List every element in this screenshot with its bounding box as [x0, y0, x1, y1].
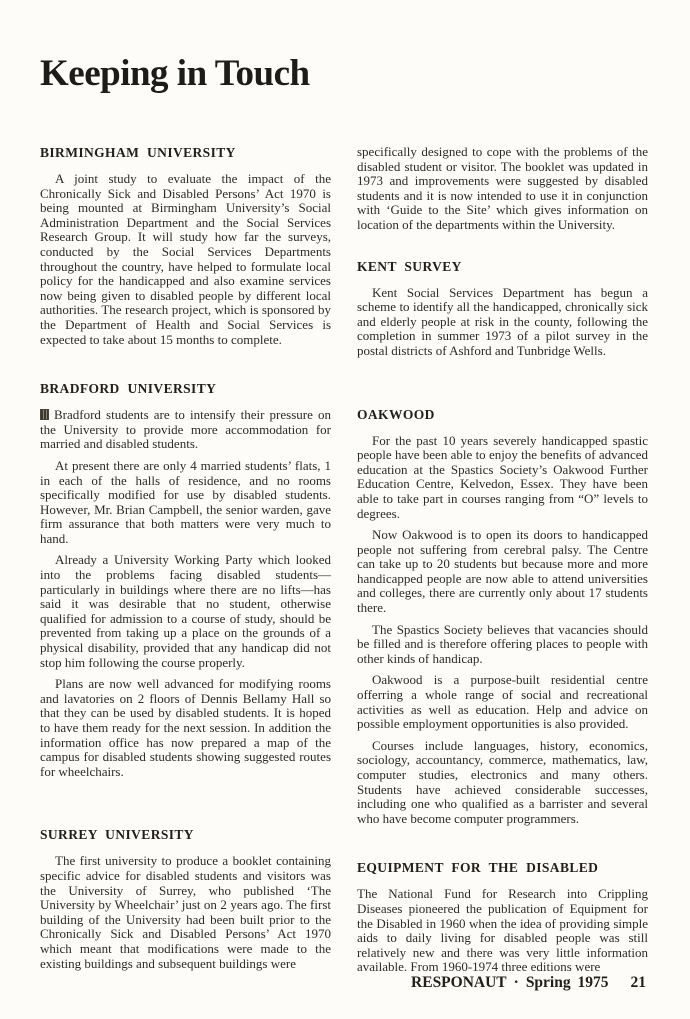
section-equipment-for-the-disabled	[357, 860, 648, 975]
right-column	[357, 145, 648, 982]
footer-separator: ·	[513, 974, 519, 991]
two-column-layout	[40, 145, 648, 982]
section-birmingham-university	[40, 145, 331, 347]
page-footer	[411, 974, 646, 992]
section-surrey-university	[40, 827, 331, 971]
body-paragraph: At present there are only 4 married students’ flats, 1 in each of the halls of residence, and no rooms specifically modified for use by disabled students. However, Mr. Brian Campbell, the senior warden, gave firm assurance that both matters were very much to hand.	[40, 457, 331, 546]
body-paragraph: Kent Social Services Department has begun a scheme to identify all the handicapped, chronically sick and elderly people at risk in the county, following the completion in summer 1973 of a pilot survey in the postal districts of Ashford and Tunbridge Wells.	[357, 284, 648, 358]
paragraph-mark-icon	[40, 409, 49, 420]
section-surrey-continuation	[357, 145, 648, 233]
section-heading: OAKWOOD	[357, 406, 435, 422]
section-heading: SURREY UNIVERSITY	[40, 827, 194, 843]
paragraph-text: Bradford students are to intensify their pressure on the University to provide more accommodation for married and disabled students.	[40, 407, 331, 452]
body-paragraph: The first university to produce a booklet containing specific advice for disabled students and visitors was the University of Surrey, who published ‘The University by Wheelchair’ just on 2 years ago. The first building of the University had been built prior to the Chronically Sick and Disabled Persons’ Act 1970 which meant that modifications were made to the existing buildings and subsequent buildings were	[40, 853, 331, 971]
body-paragraph: Now Oakwood is to open its doors to handicapped people not suffering from cerebral palsy. The Centre can take up to 20 students but because more and more handicapped people are now able to attend universities and colleges, there are currently only about 17 students there.	[357, 527, 648, 616]
body-paragraph: Already a University Working Party which looked into the problems facing disabled students—particularly in buildings where there are no lifts—has said it was desirable that no student, otherwise qualified for admission to a course of study, should be prevented from taking up a place on the grounds of a physical disability, provided that any handicap did not stop him following the course properly.	[40, 552, 331, 670]
body-paragraph: Oakwood is a purpose-built residential centre offerring a whole range of social and recreational activities as well as education. Help and advice on possible employment opportunities is also provided.	[357, 672, 648, 732]
section-heading: BRADFORD UNIVERSITY	[40, 381, 217, 397]
body-paragraph	[40, 408, 331, 452]
body-paragraph: A joint study to evaluate the impact of the Chronically Sick and Disabled Persons’ Act 1970 is being mounted at Birmingham University’s Social Administration Department and the Social Services Research Group. It will study how far the surveys, conducted by the Social Services Departments throughout the country, have helped to formulate local policy for the handicapped and also examine services now being given to disabled people by different local authorities. The research project, which is sponsored by the Department of Health and Social Services is expected to take about 15 months to complete.	[40, 171, 331, 347]
body-paragraph: For the past 10 years severely handicapped spastic people have been able to enjoy the benefits of advanced education at the Spastics Society’s Oakwood Further Education Centre, Kelvedon, Essex. They have been able to take part in courses ranging from “O” levels to degrees.	[357, 432, 648, 521]
issue-label: Spring 1975	[525, 974, 609, 991]
body-paragraph: Plans are now well advanced for modifying rooms and lavatories on 2 floors of Dennis Bellamy Hall so that they can be used by disabled students. It is hoped to have them ready for the next session. In addition the information office has now prepared a map of the campus for disabled students showing suggested routes for wheelchairs.	[40, 676, 331, 779]
page-number: 21	[630, 974, 646, 991]
section-heading: BIRMINGHAM UNIVERSITY	[40, 145, 236, 160]
left-column	[40, 145, 331, 982]
section-oakwood	[357, 407, 648, 827]
section-kent-survey	[357, 259, 648, 359]
body-paragraph: The National Fund for Research into Crippling Diseases pioneered the publication of Equipment for the Disabled in 1960 when the idea of providing simple aids to daily living for disabled people was still relatively new and there was very little information available. From 1960-1974 three editions were	[357, 886, 648, 975]
page-title: Keeping in Touch	[40, 53, 310, 94]
section-heading: KENT SURVEY	[357, 258, 462, 274]
body-paragraph: Courses include languages, history, economics, sociology, accountancy, commerce, mathematics, law, computer studies, electronics and many others. Students have achieved considerable successes, including one who qualified as a barrister and several who have become computer programmers.	[357, 737, 648, 826]
body-paragraph: specifically designed to cope with the problems of the disabled student or visitor. The booklet was updated in 1973 and improvements were suggested by disabled students and it is now intended to use it in conjunction with ‘Guide to the Site’ which gives information on location of the departments within the University.	[357, 144, 648, 232]
section-heading: EQUIPMENT FOR THE DISABLED	[357, 860, 599, 876]
magazine-name: RESPONAUT	[411, 974, 507, 991]
body-paragraph: The Spastics Society believes that vacancies should be filled and is therefore offering places to people with other kinds of handicap.	[357, 621, 648, 666]
section-bradford-university	[40, 381, 331, 779]
